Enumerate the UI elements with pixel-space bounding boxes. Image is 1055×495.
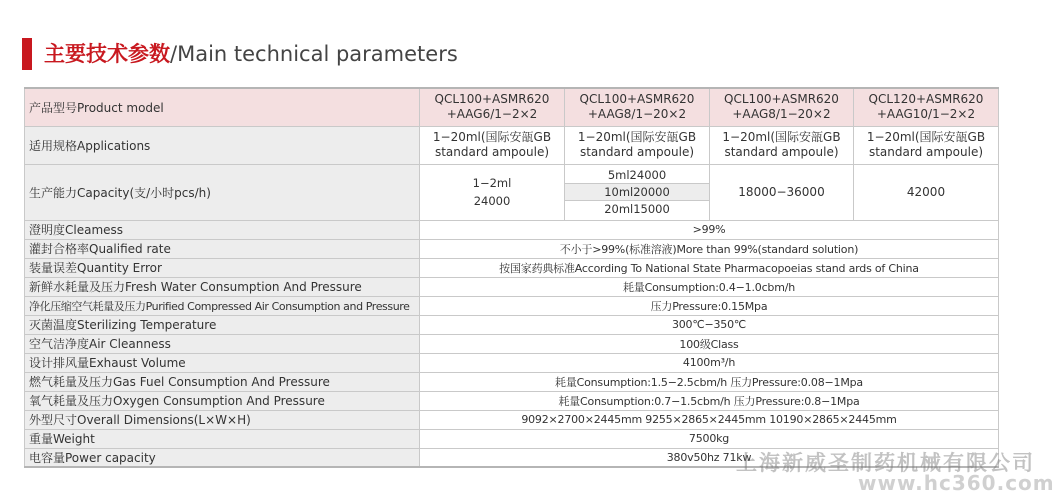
- row-label: 灭菌温度Sterilizing Temperature: [25, 315, 420, 334]
- model-line: QCL100+ASMR620: [579, 92, 695, 107]
- row-label: 燃气耗量及压力Gas Fuel Consumption And Pressure: [25, 372, 420, 391]
- table-row: [25, 277, 999, 296]
- table-row: [25, 126, 999, 164]
- value-cell: [854, 126, 999, 164]
- capacity-sub-row: 20ml15000: [604, 202, 670, 216]
- model-line: QCL100+ASMR620: [434, 92, 550, 107]
- row-label: 电容量Power capacity: [25, 448, 420, 467]
- model-line: +AAG10/1−2×2: [876, 107, 976, 122]
- capacity-sub-row: 10ml20000: [565, 184, 709, 201]
- value-cell: [710, 126, 854, 164]
- title-accent-bar: [22, 38, 32, 70]
- model-cell: [420, 88, 565, 126]
- model-line: QCL100+ASMR620: [724, 92, 839, 107]
- row-label: 装量误差Quantity Error: [25, 258, 420, 277]
- value-line: 24000: [473, 194, 511, 208]
- table-row: [25, 88, 999, 126]
- model-line: +AAG6/1−2×2: [446, 107, 538, 122]
- value-cell: 耗量Consumption:0.4−1.0cbm/h: [420, 277, 999, 296]
- row-label: 重量Weight: [25, 429, 420, 448]
- table-row: [25, 315, 999, 334]
- row-label: 新鲜水耗量及压力Fresh Water Consumption And Pressure: [25, 277, 420, 296]
- value-cell: 7500kg: [420, 429, 999, 448]
- model-line: +AAG8/1−20×2: [732, 107, 831, 122]
- model-cell: [710, 88, 854, 126]
- value-cell: [565, 164, 710, 220]
- value-cell: 300℃−350℃: [420, 315, 999, 334]
- value-line: 1−20ml(国际安瓿GB: [866, 130, 986, 144]
- table-row: [25, 164, 999, 220]
- value-cell: 4100m³/h: [420, 353, 999, 372]
- value-line: 1−20ml(国际安瓿GB: [722, 130, 841, 144]
- value-cell: 42000: [854, 164, 999, 220]
- table-row: [25, 220, 999, 239]
- watermark-company: 上海新威圣制药机械有限公司: [736, 451, 1035, 475]
- page-title-zh: 主要技术参数: [44, 42, 170, 66]
- row-label: 生产能力Capacity(支/小时pcs/h): [25, 164, 420, 220]
- table-row: [25, 239, 999, 258]
- value-line: standard ampoule): [868, 145, 984, 159]
- table-row: [25, 429, 999, 448]
- table-row: [25, 391, 999, 410]
- value-cell: 18000−36000: [710, 164, 854, 220]
- row-label: 设计排风量Exhaust Volume: [25, 353, 420, 372]
- value-cell: [420, 126, 565, 164]
- parameters-table: [24, 87, 999, 468]
- row-label: 外型尺寸Overall Dimensions(L×W×H): [25, 410, 420, 429]
- value-cell: 压力Pressure:0.15Mpa: [420, 296, 999, 315]
- model-line: +AAG8/1−20×2: [587, 107, 687, 122]
- value-line: standard ampoule): [724, 145, 839, 159]
- value-line: standard ampoule): [434, 145, 550, 159]
- value-cell: 按国家药典标准According To National State Pharmacopoeias stand ards of China: [420, 258, 999, 277]
- value-cell: [420, 164, 565, 220]
- value-cell: 耗量Consumption:0.7−1.5cbm/h 压力Pressure:0.8−1Mpa: [420, 391, 999, 410]
- table-row: [25, 258, 999, 277]
- value-cell: 100级Class: [420, 334, 999, 353]
- row-label: 适用规格Applications: [25, 126, 420, 164]
- value-line: 1−2ml: [472, 176, 512, 190]
- model-cell: [854, 88, 999, 126]
- watermark-url: www.hc360.com: [858, 471, 1055, 495]
- value-line: standard ampoule): [579, 145, 695, 159]
- row-label: 灌封合格率Qualified rate: [25, 239, 420, 258]
- row-label: 净化压缩空气耗量及压力Purified Compressed Air Consumption and Pressure: [25, 296, 420, 315]
- page-title: [44, 36, 458, 72]
- model-line: QCL120+ASMR620: [868, 92, 984, 107]
- page-title-en: /Main technical parameters: [170, 42, 458, 66]
- table-row: [25, 334, 999, 353]
- value-cell: 9092×2700×2445mm 9255×2865×2445mm 10190×2865×2445mm: [420, 410, 999, 429]
- value-line: 1−20ml(国际安瓿GB: [432, 130, 552, 144]
- row-label: 澄明度Cleamess: [25, 220, 420, 239]
- value-cell: 不小于>99%(标准溶液)More than 99%(standard solution): [420, 239, 999, 258]
- table-row: [25, 296, 999, 315]
- value-cell: >99%: [420, 220, 999, 239]
- value-cell: 380v50hz 71kw: [420, 448, 999, 467]
- table-row: [25, 372, 999, 391]
- row-label: 产品型号Product model: [25, 88, 420, 126]
- model-cell: [565, 88, 710, 126]
- value-line: 1−20ml(国际安瓿GB: [577, 130, 697, 144]
- row-label: 空气洁净度Air Cleanness: [25, 334, 420, 353]
- value-cell: 耗量Consumption:1.5−2.5cbm/h 压力Pressure:0.08−1Mpa: [420, 372, 999, 391]
- table-row: [25, 353, 999, 372]
- table-row: [25, 410, 999, 429]
- value-cell: [565, 126, 710, 164]
- row-label: 氧气耗量及压力Oxygen Consumption And Pressure: [25, 391, 420, 410]
- capacity-sub-row: 5ml24000: [565, 167, 709, 184]
